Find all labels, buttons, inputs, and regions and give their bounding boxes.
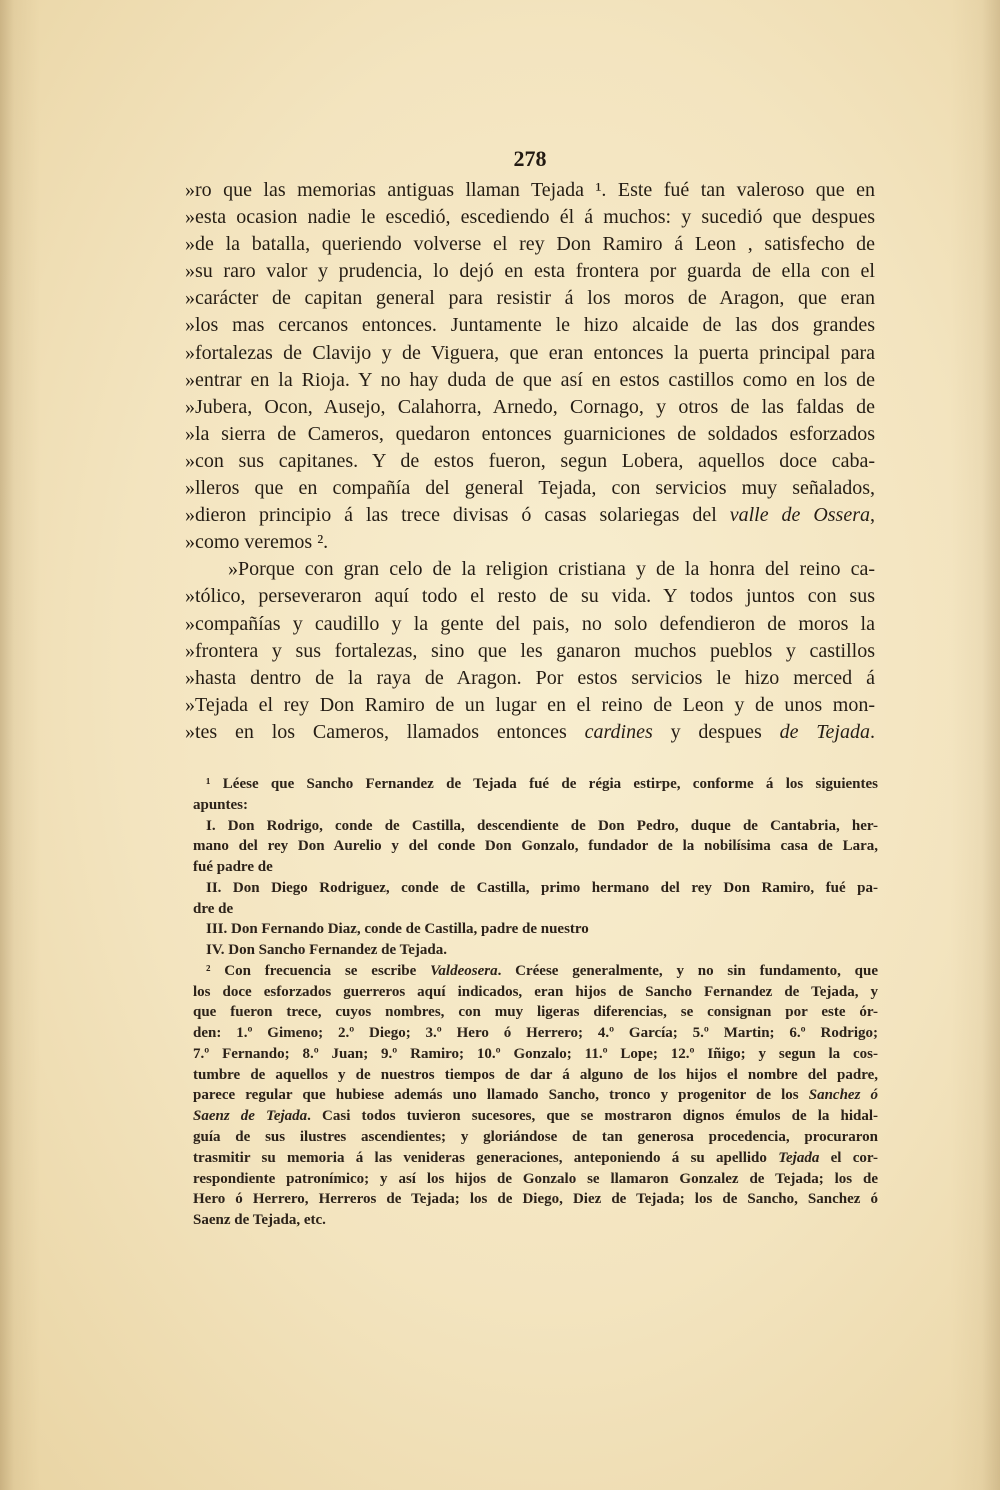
body-line (185, 231, 875, 258)
body-text: »Porque con gran celo de la religion cristiana y de la honra del reino ca- (228, 558, 875, 581)
body-line (185, 638, 875, 665)
footnote-italic-text: Valdeosera (430, 962, 498, 979)
body-line (185, 665, 875, 692)
footnote-text: guía de sus ilustres ascendientes; y gloriándose de tan generosa procedencia, procuraron (193, 1129, 878, 1146)
footnote-line (193, 982, 878, 1003)
body-line (185, 719, 875, 746)
main-text (185, 177, 875, 746)
footnote-text: . Casi todos tuvieron sucesores, que se mostraron dignos émulos de la hidal- (307, 1108, 878, 1125)
body-line (185, 529, 875, 556)
footnote-text: 7.º Fernando; 8.º Juan; 9.º Ramiro; 10.º Gonzalo; 11.º Lope; 12.º Iñigo; y segun la cos- (193, 1045, 878, 1062)
body-line (185, 285, 875, 312)
footnote-line (193, 940, 878, 961)
body-text: »esta ocasion nadie le escedió, escediendo él á muchos: y sucedió que despues (185, 206, 875, 229)
footnote-line (193, 1210, 878, 1231)
footnote-line (193, 919, 878, 940)
footnote-line (193, 1044, 878, 1065)
footnote-text: I. Don Rodrigo, conde de Castilla, descendiente de Don Pedro, duque de Cantabria, her- (206, 817, 878, 834)
footnote-text: ¹ Léese que Sancho Fernandez de Tejada fué de régia estirpe, conforme á los siguientes (206, 776, 878, 792)
body-line (185, 312, 875, 339)
body-text: »tólico, perseveraron aquí todo el resto de su vida. Y todos juntos con sus (185, 585, 875, 608)
body-text: »frontera y sus fortalezas, sino que les ganaron muchos pueblos y castillos (185, 639, 875, 662)
footnote-line (193, 1127, 878, 1148)
body-text: »su raro valor y prudencia, lo dejó en esta frontera por guarda de ella con el (185, 260, 875, 283)
footnote-text: fué padre de (193, 859, 273, 876)
footnote-line (193, 774, 878, 795)
footnotes (193, 774, 878, 1231)
footnote-line (193, 836, 878, 857)
body-italic-text: de Tejada (779, 720, 870, 743)
body-line (185, 340, 875, 367)
footnote-text: tumbre de aquellos y de nuestros tiempos de dar á alguno de los hijos el nombre del padre, (193, 1066, 878, 1083)
footnote-italic-text: Sanchez ó (808, 1087, 878, 1104)
body-line (185, 556, 875, 583)
footnote-text: que fueron trece, cuyos nombres, con muy ligeras diferencias, se consignan por este ór- (193, 1004, 878, 1021)
footnote-text: respondiente patronímico; y así los hijos de Gonzalo se llamaron Gonzalez de Tejada; los de (193, 1170, 878, 1187)
footnote-text: Hero ó Herrero, Herreros de Tejada; los de Diego, Diez de Tejada; los de Sancho, Sanchez ó (193, 1191, 878, 1208)
body-text: , (870, 504, 875, 527)
body-line (185, 204, 875, 231)
body-line (185, 258, 875, 285)
footnote-text: los doce esforzados guerreros aquí indicados, eran hijos de Sancho Fernandez de Tejada, y (193, 983, 878, 1000)
footnote-text: parece regular que hubiese además uno llamado Sancho, tronco y progenitor de los (193, 1087, 809, 1104)
footnote-line (193, 1148, 878, 1169)
body-line (185, 611, 875, 638)
footnote-line (193, 1023, 878, 1044)
footnote-text: den: 1.º Gimeno; 2.º Diego; 3.º Hero ó Herrero; 4.º García; 5.º Martin; 6.º Rodrigo; (193, 1025, 878, 1042)
footnote-line (193, 857, 878, 878)
footnote-line (193, 1065, 878, 1086)
footnote-text: mano del rey Don Aurelio y del conde Don Gonzalo, fundador de la nobilísima casa de Lara, (193, 838, 878, 855)
body-text: »de la batalla, queriendo volverse el rey Don Ramiro á Leon , satisfecho de (185, 233, 875, 256)
body-line (185, 367, 875, 394)
footnote-italic-text: Tejada (778, 1149, 820, 1166)
footnote-text: III. Don Fernando Diaz, conde de Castilla, padre de nuestro (206, 921, 589, 938)
body-line (185, 692, 875, 719)
footnote-text: trasmitir su memoria á las venideras generaciones, anteponiendo á su apellido (193, 1149, 779, 1166)
footnote-text: IV. Don Sancho Fernandez de Tejada. (206, 942, 448, 959)
body-text: »como veremos ². (185, 531, 329, 554)
footnote-text: el cor- (819, 1149, 878, 1166)
footnote-text: apuntes: (193, 796, 249, 813)
footnote-text: Saenz de Tejada, etc. (193, 1212, 326, 1229)
body-line (185, 177, 875, 204)
body-text: »dieron principio á las trece divisas ó casas solariegas del (185, 504, 730, 527)
body-text: »hasta dentro de la raya de Aragon. Por estos servicios le hizo merced á (185, 666, 875, 689)
body-text: »Jubera, Ocon, Ausejo, Calahorra, Arnedo, Cornago, y otros de las faldas de (185, 395, 875, 418)
body-text: »Tejada el rey Don Ramiro de un lugar en el reino de Leon y de unos mon- (185, 693, 875, 716)
body-text: »lleros que en compañía del general Tejada, con servicios muy señalados, (185, 477, 875, 500)
footnote-line (193, 961, 878, 982)
footnote-line (193, 1169, 878, 1190)
footnote-italic-text: Saenz de Tejada (193, 1108, 308, 1125)
body-text: y despues (652, 720, 780, 743)
footnote-line (193, 1085, 878, 1106)
body-line (185, 583, 875, 610)
body-italic-text: valle de Ossera (729, 504, 870, 527)
footnote-text: II. Don Diego Rodriguez, conde de Castilla, primo hermano del rey Don Ramiro, fué pa- (206, 879, 878, 896)
footnote-line (193, 899, 878, 920)
footnote-text: . Créese generalmente, y no sin fundamento, que (497, 962, 878, 979)
footnote-line (193, 1002, 878, 1023)
body-line (185, 475, 875, 502)
footnote-text: dre de (193, 900, 234, 917)
page-number: 278 (513, 146, 547, 171)
body-text: »carácter de capitan general para resistir á los moros de Aragon, que eran (185, 287, 875, 310)
body-text: »entrar en la Rioja. Y no hay duda de que así en estos castillos como en los de (185, 368, 875, 391)
body-text: »los mas cercanos entonces. Juntamente le hizo alcaide de las dos grandes (185, 314, 875, 337)
body-text: »tes en los Cameros, llamados entonces (185, 720, 585, 743)
footnote-line (193, 878, 878, 899)
body-text: »la sierra de Cameros, quedaron entonces guarniciones de soldados esforzados (185, 422, 875, 445)
footnote-line (193, 1189, 878, 1210)
footnote-line (193, 1106, 878, 1127)
footnote-line (193, 795, 878, 816)
body-line (185, 421, 875, 448)
body-line (185, 502, 875, 529)
body-text: »ro que las memorias antiguas llaman Tejada ¹. Este fué tan valeroso que en (185, 179, 875, 201)
body-text: »con sus capitanes. Y de estos fueron, segun Lobera, aquellos doce caba- (185, 449, 875, 472)
body-line (185, 394, 875, 421)
body-italic-text: cardines (584, 720, 653, 743)
body-text: . (869, 720, 875, 743)
body-line (185, 448, 875, 475)
footnote-line (193, 816, 878, 837)
footnote-text: ² Con frecuencia se escribe (206, 962, 431, 979)
body-text: »compañías y caudillo y la gente del pais, no solo defendieron de moros la (185, 612, 875, 635)
body-text: »fortalezas de Clavijo y de Viguera, que eran entonces la puerta principal para (185, 341, 875, 364)
